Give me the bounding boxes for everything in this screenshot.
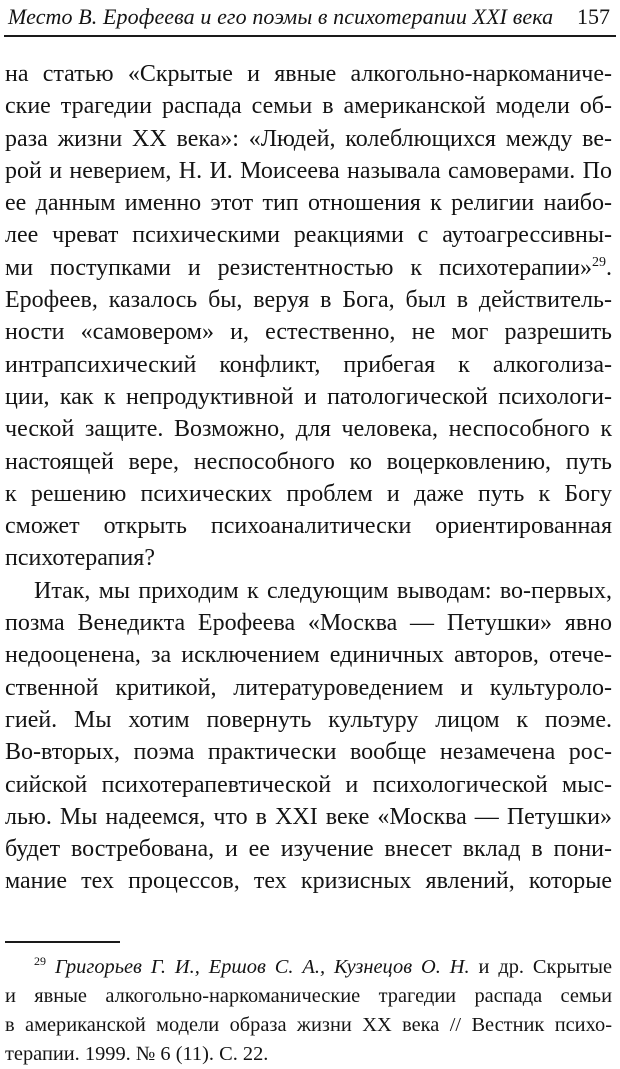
running-title: Место В. Ерофеева и его поэмы в психотерапии XXI века <box>8 4 554 29</box>
text-line: на статью «Скрытые и явные алкогольно-наркоманиче- <box>5 61 612 87</box>
footnote-line: и явные алкогольно-наркоманические трагедии распада семьи <box>5 985 612 1007</box>
footnote-separator <box>5 941 120 943</box>
main-text <box>5 58 612 898</box>
text-line: сможет открыть психоаналитически ориентированная <box>5 513 612 540</box>
text-line: сийской психотерапевтической и психологической мыс- <box>5 771 612 798</box>
footnote-number: 29 <box>34 954 46 968</box>
paragraph-last-line: психотерапия? <box>5 545 155 572</box>
footnote-line <box>5 953 612 982</box>
text-line: гией. Мы хотим повернуть культуру лицом к поэме. <box>5 706 612 733</box>
text-line: раза жизни XX века»: «Людей, колеблющихся между ве- <box>5 125 612 152</box>
text-line: лее чреват психическими реакциями с аутоагрессивны- <box>5 222 612 249</box>
text-line: недооценена, за исключением единичных авторов, отече- <box>5 642 612 669</box>
footnote-authors: Григорьев Г. И., Ершов С. А., Кузнецов О. Н. <box>54 956 470 978</box>
footnote <box>5 953 612 1069</box>
paragraph-first-line: Итак, мы приходим к следующим выводам: во-первых, <box>34 577 612 604</box>
text-line: ские трагедии распада семьи в американской модели об- <box>5 93 612 120</box>
text-line: позма Венедикта Ерофеева «Москва — Петушки» явно <box>5 610 612 637</box>
text-line: рой и неверием, Н. И. Моисеева называла самоверами. По <box>5 157 612 184</box>
text-line-content: ми поступками и резистентностью к психотерапии» <box>5 254 592 281</box>
text-line: к решению психических проблем и даже путь к Богу <box>5 480 612 507</box>
text-line: интрапсихический конфликт, прибегая к алкоголиза- <box>5 351 612 378</box>
footnote-reference[interactable]: 29 <box>592 254 606 270</box>
text-line: ции, как к непродуктивной и патологической психологи- <box>5 383 612 410</box>
running-header <box>8 2 612 32</box>
sentence-period: . <box>606 254 612 281</box>
text-line: будет востребована, и ее изучение внесет вклад в пони- <box>5 836 612 863</box>
text-line: ческой защите. Возможно, для человека, неспособного к <box>5 416 612 443</box>
header-rule <box>4 35 616 37</box>
text-line: ственной критикой, литературоведением и культуроло- <box>5 674 612 701</box>
text-line: Ерофеев, казалось бы, веруя в Бога, был в действитель- <box>5 287 612 314</box>
text-line: ности «самовером» и, естественно, не мог разрешить <box>5 319 612 346</box>
footnote-line-text: и др. Скрытые <box>469 956 612 978</box>
page-number: 157 <box>577 4 610 29</box>
text-line: настоящей вере, неспособного ко воцерковлению, путь <box>5 448 612 475</box>
text-line-with-footnote-ref <box>5 252 612 284</box>
footnote-line: терапии. 1999. № 6 (11). С. 22. <box>5 1043 269 1065</box>
text-line: лью. Мы надеемся, что в XXI веке «Москва — Петушки» <box>5 803 612 830</box>
text-line: ее данным именно этот тип отношения к религии наибо- <box>5 190 612 217</box>
footnote-line: в американской модели образа жизни XX века // Вестник психо- <box>5 1014 612 1036</box>
text-line: мание тех процессов, тех кризисных явлений, которые <box>5 868 612 895</box>
text-line: Во-вторых, поэма практически вообще незамечена рос- <box>5 739 612 766</box>
